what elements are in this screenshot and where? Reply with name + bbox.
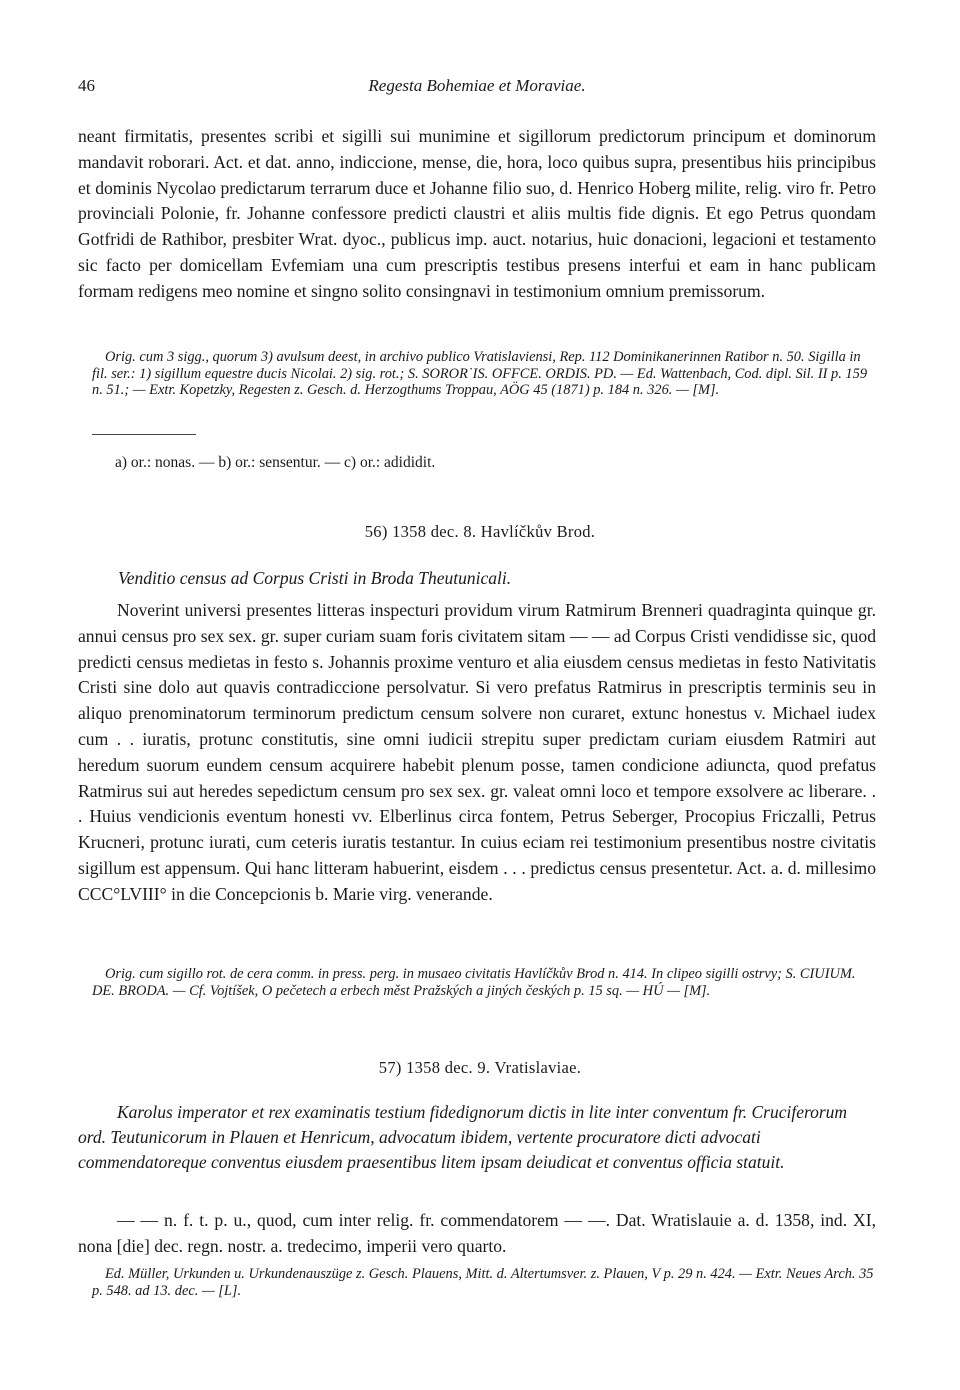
doc56-source-note-text: Orig. cum sigillo rot. de cera comm. in press. perg. in musaeo civitatis Havlíčkův Brod n. 414. In clipeo sigilli ostrvy; S. CIUIUM. DE. BRODA. — Cf. Vojtíšek, O pečetech a erbech měst Pražských a jiných českých p. 15 sq. — HÚ — [M].: [92, 966, 856, 999]
page-header: [78, 76, 876, 102]
doc57-source-note-text: Ed. Müller, Urkunden u. Urkundenauszüge z. Gesch. Plauens, Mitt. d. Altertumsver. z. Plauen, V p. 29 n. 424. — Extr. Neues Arch. 35 p. 548. ad 13. dec. — [L].: [92, 1266, 874, 1299]
doc55-source-note-text: Orig. cum 3 sigg., quorum 3) avulsum deest, in archivo publico Vratislaviensi, Rep. 112 Dominikanerinnen Ratibor n. 50. Sigilla in fil. ser.: 1) sigillum equestre ducis Nicolai. 2) sig. rot.; S. SOROR˙IS. OFFCE. ORDIS. PD. — Ed. Wattenbach, Cod. dipl. Sil. II p. 159 n. 51.; — Extr. Kopetzky, Regesten z. Gesch. d. Herzogthums Troppau, AÖG 45 (1871) p. 184 n. 326. — [M].: [92, 349, 868, 398]
doc57-source-note: [92, 1266, 876, 1299]
doc56-source-note: [92, 966, 876, 999]
doc56-heading: 56) 1358 dec. 8. Havlíčkův Brod.: [364, 522, 596, 541]
doc57-heading: 57) 1358 dec. 9. Vratislaviae.: [378, 1058, 582, 1077]
doc55-continuation-text: [78, 124, 876, 305]
doc56-regest: Venditio census ad Corpus Cristi in Broda Theutunicali.: [118, 568, 512, 588]
doc57-text-dat: Dat. Wratislauie a. d. 1358, ind. XI, nona [die] dec. regn. nostr. a. tredecimo, imperii vero quarto.: [78, 1210, 876, 1256]
doc55-source-note: [92, 349, 876, 399]
running-title: Regesta Bohemiae et Moraviae.: [368, 76, 586, 95]
variants-text: a) or.: nonas. — b) or.: sensentur. — c) or.: adididit.: [115, 454, 436, 471]
doc56-text: [78, 598, 876, 908]
doc57-paragraph: [78, 1208, 876, 1260]
doc55-paragraph: neant firmitatis, presentes scribi et sigilli sui munimine et sigillorum predictorum principum et dominorum mandavit roborari. Act. et dat. anno, indiccione, mense, die, hora, loco quibus supra, presentibus hiis principibus et dominis Nycolao predictarum terrarum duce et Johanne filio suo, d. Henrico Hoberg milite, relig. viro fr. Petro provinciali Polonie, fr. Johanne confessore predicti claustri et aliis multis fide dignis. Et ego Petrus quondam Gotfridi de Rathibor, presbiter Wrat. dyoc., publicus imp. auct. notarius, huic donacioni, legacioni et testamento sic facto per domicellam Evfemiam una cum prescriptis testibus presens interfui et eam in hanc publicam formam redigens meo nomine et singno solito consingnavi in testimonium omnium premissorum.: [78, 126, 876, 301]
footnote-rule: [92, 434, 196, 435]
doc56-paragraph: Noverint universi presentes litteras inspecturi providum virum Ratmirum Brenneri quadraginta quinque gr. annui census pro sex sex. gr. super curiam suam foris civitatem sitam — — ad Corpus Cristi vendidisse sic, quod predicti census medietas in festo s. Johannis proxime venturo et alia eiusdem census medietas in festo Nativitatis Cristi sine dolo aut quavis contradiccione persolvatur. Si vero prefatus Ratmirus in prescriptis terminis seu in aliquo prenominatorum terminorum predictum censum solvere non curaret, extunc honestus v. Michael iudex cum . . iuratis, protunc constitutis, sine omni iudicii strepitu super predictam curiam eiusdem Ratmiri aut heredum suorum eundem censum acquirere habebit plenum posse, tamen condicione adiuncta, quod prefatus Ratmirus sui aut heredes sepedictum censum pro sex sex. gr. valeat omni loco et tempore exsolvere ac liberare. . . Huius vendicionis eventum honesti vv. Elberlinus circa fontem, Petrus Seberger, Procopius Friczalli, Petrus Krucneri, protunc iurati, cum ceteris iuratis testantur. In cuius eciam rei testimonium presentibus nostre civitatis sigillum est appensum. Qui hanc litteram habuerint, eisdem . . . predictus census presentetur. Act. a. d. millesimo CCC°LVIII° in die Concepcionis b. Marie virg. venerande.: [78, 600, 876, 904]
doc55-variants: [115, 454, 435, 472]
page-number: 46: [78, 76, 95, 95]
doc57-regest: Karolus imperator et rex examinatis testium fidedignorum dictis in lite inter conventum fr. Cruciferorum ord. Teutunicorum in Plauen et Henricum, advocatum ibidem, vertente procuratore dicti advocati commendatoreque conventus eiusdem praesentibus litem ipsam deiudicat et conventus officia statuit.: [78, 1102, 848, 1172]
doc57-text: [78, 1208, 876, 1260]
doc57-text-main: — — n. f. t. p. u., quod, cum inter relig. fr. commendatorem — —.: [117, 1210, 610, 1230]
